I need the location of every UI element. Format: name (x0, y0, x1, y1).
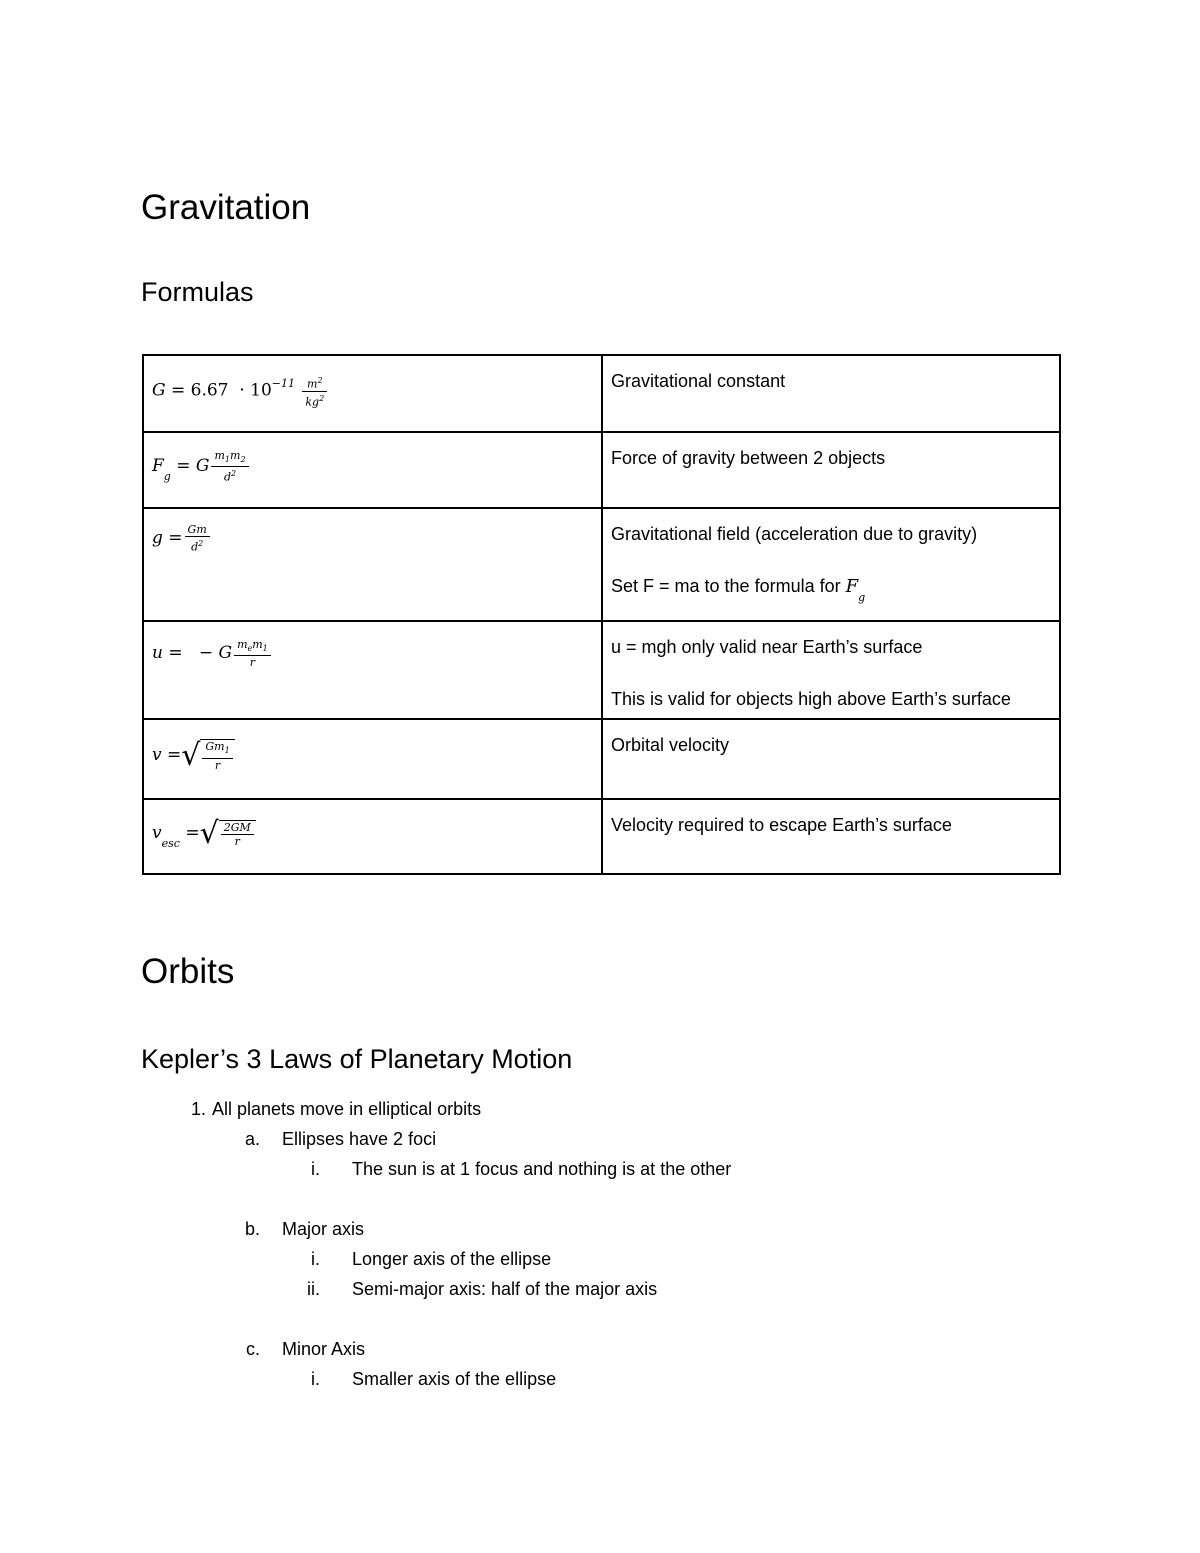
list-marker: ii. (307, 1279, 320, 1299)
list-marker: a. (244, 1129, 260, 1149)
description-cell (602, 432, 1060, 508)
table-row (143, 508, 1060, 621)
formula-cell (143, 432, 602, 508)
formula-description: u = mgh only valid near Earth’s surface (611, 637, 923, 657)
description-cell (602, 799, 1060, 874)
list-item (170, 1094, 731, 1124)
table-row (143, 621, 1060, 719)
description-cell (602, 621, 1060, 719)
formula-cell (143, 719, 602, 799)
list-item (170, 1214, 731, 1244)
formula-escape-velocity: $v_{esc}$ =√ $\frac{2GM}{r}$ (152, 816, 256, 851)
table-row (143, 355, 1060, 432)
list-marker: 1. (190, 1099, 206, 1119)
list-item-text: Ellipses have 2 foci (282, 1129, 437, 1149)
formulas-table (142, 354, 1061, 875)
list-item-text: All planets move in elliptical orbits (212, 1099, 482, 1119)
formula-cell (143, 508, 602, 621)
description-cell (602, 719, 1060, 799)
formula-description: This is valid for objects high above Earth’s surface (611, 689, 1011, 709)
formula-description: Velocity required to escape Earth’s surface (611, 815, 952, 835)
orbits-heading: Orbits (141, 952, 235, 991)
formula-description: Gravitational field (acceleration due to gravity) (611, 524, 978, 544)
table-row (143, 432, 1060, 508)
kepler-laws-list (170, 1094, 731, 1394)
list-marker: i. (311, 1159, 320, 1179)
list-item-text: Semi-major axis: half of the major axis (352, 1279, 658, 1299)
formula-orbital-velocity: v =√ $\frac{Gm_1}{r}$ (152, 738, 235, 773)
list-item (170, 1274, 731, 1304)
list-marker: b. (244, 1219, 260, 1239)
table-row (143, 719, 1060, 799)
formula-description: Force of gravity between 2 objects (611, 448, 886, 468)
description-cell (602, 355, 1060, 432)
formula-description: Orbital velocity (611, 735, 730, 755)
list-item-text: Major axis (282, 1219, 365, 1239)
formula-potential-energy: u = − G $\frac{m_em_1}{r}$ (152, 638, 273, 669)
table-row (143, 799, 1060, 874)
kepler-heading: Kepler’s 3 Laws of Planetary Motion (141, 1044, 573, 1074)
list-item-text: Minor Axis (282, 1339, 366, 1359)
formula-gravitational-constant: $G = 6.67 \cdot 10^{-11}$ $\frac{m^2}{kg^2}$ (152, 374, 329, 408)
list-item-text: Smaller axis of the ellipse (352, 1369, 557, 1389)
description-cell (602, 508, 1060, 621)
list-marker: c. (245, 1339, 260, 1359)
formula-force-of-gravity: $F_g = G$ $\frac{m_1m_2}{d^2}$ (152, 449, 251, 484)
list-marker: i. (311, 1369, 320, 1389)
list-item (170, 1334, 731, 1364)
list-item-text: The sun is at 1 focus and nothing is at the other (352, 1159, 732, 1179)
formula-description: Gravitational constant (611, 371, 786, 391)
formula-cell (143, 621, 602, 719)
list-item (170, 1364, 731, 1394)
list-spacer (170, 1184, 731, 1214)
formula-gravitational-field: g = $\frac{Gm}{d^2}$ (152, 523, 212, 554)
list-item (170, 1244, 731, 1274)
list-item (170, 1154, 731, 1184)
list-item (170, 1124, 731, 1154)
formula-description-note: Set F = ma to the formula for $F_g$ (611, 576, 866, 604)
list-spacer (170, 1304, 731, 1334)
formula-cell (143, 799, 602, 874)
formulas-heading: Formulas (141, 277, 254, 307)
page-title: Gravitation (141, 188, 311, 227)
list-marker: i. (311, 1249, 320, 1269)
formula-cell (143, 355, 602, 432)
list-item-text: Longer axis of the ellipse (352, 1249, 552, 1269)
